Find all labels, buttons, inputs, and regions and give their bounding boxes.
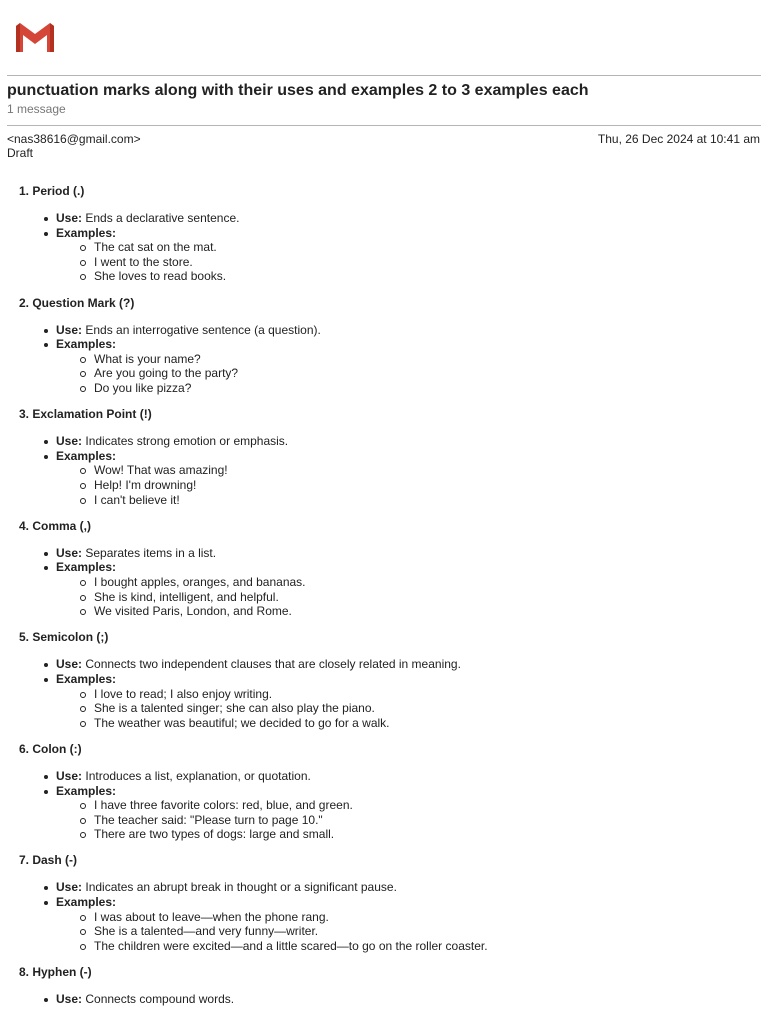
circle-bullet-icon: [80, 721, 86, 727]
examples-label: Examples:: [56, 560, 117, 575]
bullet-icon: [44, 901, 48, 905]
example-item: [0, 716, 768, 731]
use-item: [0, 992, 768, 1007]
header-divider: [7, 75, 761, 76]
use-text: Ends an interrogative sentence (a question).: [85, 322, 321, 337]
section-heading: 7. Dash (-): [19, 853, 78, 868]
circle-bullet-icon: [80, 929, 86, 935]
use-text: Connects compound words.: [85, 992, 235, 1007]
email-body: [0, 184, 768, 1018]
example-text: What is your name?: [94, 351, 201, 366]
use-item: [0, 657, 768, 672]
example-text: Help! I'm drowning!: [94, 478, 197, 492]
examples-item: [0, 895, 768, 910]
examples-label: Examples:: [56, 337, 117, 352]
circle-bullet-icon: [80, 915, 86, 921]
example-item: [0, 366, 768, 381]
use-label: Use:: [56, 545, 83, 560]
message-date: Thu, 26 Dec 2024 at 10:41 am: [597, 132, 760, 146]
example-item: [0, 493, 768, 508]
bullet-icon: [44, 566, 48, 570]
circle-bullet-icon: [80, 386, 86, 392]
example-item: [0, 240, 768, 255]
bullet-icon: [44, 790, 48, 794]
bullet-icon: [44, 886, 48, 890]
message-count: 1 message: [7, 102, 66, 116]
example-item: [0, 798, 768, 813]
example-text: The weather was beautiful; we decided to go for a walk.: [94, 715, 390, 730]
example-text: Are you going to the party?: [94, 366, 239, 381]
use-label: Use:: [56, 322, 83, 337]
example-item: [0, 269, 768, 284]
example-text: She is kind, intelligent, and helpful.: [94, 589, 279, 604]
example-text: I love to read; I also enjoy writing.: [94, 686, 273, 701]
bullet-icon: [44, 552, 48, 556]
circle-bullet-icon: [80, 803, 86, 809]
example-item: [0, 910, 768, 925]
bullet-icon: [44, 775, 48, 779]
bullet-icon: [44, 678, 48, 682]
subject-divider: [7, 125, 761, 126]
example-text: Wow! That was amazing!: [94, 463, 228, 478]
examples-label: Examples:: [56, 225, 117, 240]
bullet-icon: [44, 455, 48, 459]
punctuation-section: [0, 184, 768, 284]
punctuation-section: [0, 519, 768, 619]
examples-label: Examples:: [56, 448, 117, 463]
example-text: The children were excited—and a little scared—to go on the roller coaster.: [94, 938, 488, 953]
example-text: We visited Paris, London, and Rome.: [94, 604, 292, 619]
example-text: I went to the store.: [94, 254, 193, 269]
example-item: [0, 604, 768, 619]
use-text: Ends a declarative sentence.: [85, 211, 240, 226]
punctuation-section: [0, 965, 768, 1007]
use-item: [0, 546, 768, 561]
use-label: Use:: [56, 768, 83, 783]
example-item: [0, 255, 768, 270]
use-text: Indicates strong emotion or emphasis.: [85, 434, 289, 449]
circle-bullet-icon: [80, 595, 86, 601]
circle-bullet-icon: [80, 580, 86, 586]
example-text: I bought apples, oranges, and bananas.: [94, 574, 306, 589]
example-item: [0, 575, 768, 590]
examples-label: Examples:: [56, 671, 117, 686]
use-text: Connects two independent clauses that are closely related in meaning.: [85, 657, 461, 672]
example-item: [0, 381, 768, 396]
example-item: [0, 478, 768, 493]
punctuation-section: [0, 742, 768, 842]
circle-bullet-icon: [80, 706, 86, 712]
circle-bullet-icon: [80, 832, 86, 838]
bullet-icon: [44, 217, 48, 221]
section-heading: 6. Colon (:): [19, 741, 82, 756]
example-text: I can't believe it!: [94, 492, 180, 507]
example-text: The teacher said: "Please turn to page 10.": [94, 812, 323, 827]
example-item: [0, 463, 768, 478]
circle-bullet-icon: [80, 692, 86, 698]
example-text: There are two types of dogs: large and small.: [94, 827, 335, 842]
bullet-icon: [44, 998, 48, 1002]
examples-label: Examples:: [56, 895, 117, 910]
example-text: The cat sat on the mat.: [94, 240, 217, 255]
circle-bullet-icon: [80, 245, 86, 251]
example-item: [0, 924, 768, 939]
circle-bullet-icon: [80, 498, 86, 504]
circle-bullet-icon: [80, 483, 86, 489]
example-text: She loves to read books.: [94, 269, 227, 284]
circle-bullet-icon: [80, 274, 86, 280]
example-text: I was about to leave—when the phone rang.: [94, 909, 329, 924]
example-item: [0, 701, 768, 716]
draft-label: Draft: [7, 146, 34, 160]
circle-bullet-icon: [80, 357, 86, 363]
use-label: Use:: [56, 211, 83, 226]
use-item: [0, 880, 768, 895]
section-heading: 8. Hyphen (-): [19, 964, 92, 979]
sender-address: <nas38616@gmail.com>: [7, 132, 141, 146]
use-label: Use:: [56, 992, 83, 1007]
section-heading: 5. Semicolon (;): [19, 630, 109, 645]
use-item: [0, 323, 768, 338]
example-text: I have three favorite colors: red, blue, and green.: [94, 798, 353, 813]
gmail-logo-icon: [16, 22, 54, 52]
example-item: [0, 687, 768, 702]
examples-item: [0, 560, 768, 575]
circle-bullet-icon: [80, 260, 86, 266]
examples-label: Examples:: [56, 783, 117, 798]
circle-bullet-icon: [80, 944, 86, 950]
example-item: [0, 590, 768, 605]
circle-bullet-icon: [80, 468, 86, 474]
punctuation-section: [0, 630, 768, 730]
examples-item: [0, 449, 768, 464]
example-text: She is a talented singer; she can also play the piano.: [94, 701, 375, 716]
bullet-icon: [44, 329, 48, 333]
section-heading: 2. Question Mark (?): [19, 295, 135, 310]
gmail-logo: [16, 22, 54, 52]
section-heading: 4. Comma (,): [19, 518, 92, 533]
punctuation-section: [0, 853, 768, 953]
circle-bullet-icon: [80, 818, 86, 824]
example-item: [0, 827, 768, 842]
email-subject: punctuation marks along with their uses and examples 2 to 3 examples each: [7, 82, 589, 99]
use-item: [0, 211, 768, 226]
example-item: [0, 813, 768, 828]
use-label: Use:: [56, 434, 83, 449]
example-item: [0, 352, 768, 367]
use-label: Use:: [56, 657, 83, 672]
bullet-icon: [44, 663, 48, 667]
examples-item: [0, 226, 768, 241]
punctuation-section: [0, 407, 768, 507]
examples-item: [0, 672, 768, 687]
use-label: Use:: [56, 880, 83, 895]
use-text: Introduces a list, explanation, or quotation.: [85, 768, 311, 783]
bullet-icon: [44, 232, 48, 236]
use-text: Separates items in a list.: [85, 545, 217, 560]
circle-bullet-icon: [80, 371, 86, 377]
section-heading: 1. Period (.): [19, 184, 85, 198]
punctuation-section: [0, 296, 768, 396]
example-text: She is a talented—and very funny—writer.: [94, 924, 319, 939]
example-text: Do you like pizza?: [94, 381, 192, 396]
use-item: [0, 769, 768, 784]
bullet-icon: [44, 343, 48, 347]
use-item: [0, 434, 768, 449]
circle-bullet-icon: [80, 609, 86, 615]
examples-item: [0, 337, 768, 352]
use-text: Indicates an abrupt break in thought or a significant pause.: [85, 880, 397, 895]
bullet-icon: [44, 440, 48, 444]
section-heading: 3. Exclamation Point (!): [19, 407, 152, 422]
examples-item: [0, 784, 768, 799]
example-item: [0, 939, 768, 954]
